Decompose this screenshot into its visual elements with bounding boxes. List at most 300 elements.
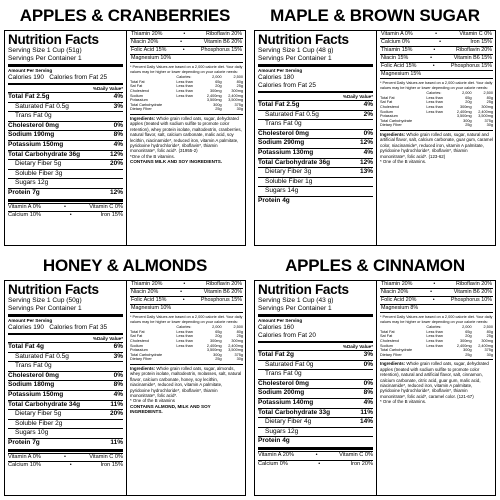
product-title: MAPLE & BROWN SUGAR [270,6,480,25]
daily-values-cell: 3,500mg [206,348,222,353]
vitamin-right-label: Phosphorus [200,47,230,53]
bullet-separator: • [64,453,67,460]
bullet-separator: • [64,203,67,210]
vitamin-left-label: Folic Acid [131,47,155,53]
bullet-separator: • [182,47,185,53]
vitamin-right-label: Riboflavin [206,31,230,37]
vitamin-right-value: 20% [481,281,492,287]
nutrient-row [8,342,123,352]
thick-divider [8,449,123,452]
ingredients [130,364,243,398]
serving-size: Serving Size 1 Cup (51g) [8,47,82,54]
vitamin-left-value: 15% [401,47,413,53]
vitamin-left [381,39,410,46]
nutrient-row [8,102,123,112]
nutrient-row [8,140,123,150]
nutrient-daily-value: 4% [363,398,373,406]
vitamin-left [8,212,41,220]
daily-values-cell: 300mg [459,338,472,343]
daily-values-cell: Dietary Fiber [380,352,402,357]
bullet-separator: • [439,39,442,45]
thick-divider [8,64,123,67]
nutrient-daily-value: 0% [113,371,123,379]
daily-values-cell [426,123,450,128]
nutrient-row [8,150,123,160]
vitamin-right-value: 20% [481,289,492,295]
vitamin-left-label: Folic Acid [381,63,405,69]
vitamin-left-value: 20% [405,297,417,303]
nutrient-daily-value: 11% [110,400,123,408]
nutrient-label: Sodium 190mg [8,131,55,139]
vitamin-left-label: Vitamin A [8,203,32,210]
daily-value-header: %Daily Value* [342,94,373,99]
vitamin-right [454,289,492,296]
vitamin-table-row [380,47,493,55]
bullet-separator: • [433,47,436,53]
bullet-separator: • [183,281,186,287]
vitamin-left-value: 0% [279,460,288,467]
daily-values-cell: Sodium [130,93,143,98]
vitamin-right [456,281,492,288]
vitamin-right-label: Vitamin B6 [453,55,480,61]
footnote: * Percent Daily Values are based on a 2,000 calorie diet. Your daily values may be higher or lower depending on your calorie needs: [130,65,243,74]
daily-values-cell: 30g [486,123,493,128]
vitamin-right [101,212,123,220]
allergen-statement: CONTAINS MILK AND SOY INGREDIENTS. [130,159,223,165]
daily-values-cell: Sat Fat [130,84,143,89]
daily-values-cell: 80g [236,79,243,84]
nutrient-label: Cholesterol 0mg [8,121,59,129]
nutrient-label: Sugars 12g [265,427,299,435]
nutrition-side-column [127,31,245,245]
vitamin-right-label: Phosphorus [450,297,480,303]
vitamin-right [204,39,242,46]
daily-values-cell: Less than [176,84,193,89]
nutrient-label: Soluble Fiber 2g [15,419,63,427]
nutrient-daily-value: 8% [113,381,123,389]
vitamin-left-label: Niacin [381,289,396,295]
bullet-separator: • [183,31,186,37]
daily-values-cell: 2,000 [212,325,222,330]
bullet-separator: • [430,55,432,61]
vitamin-table-row [380,297,493,305]
vitamin-right-value: 20% [231,289,242,295]
vitamin-left [381,55,408,62]
vitamin-left-label: Calcium [258,460,279,467]
vitamin-right [351,461,373,469]
daily-values-cell: Less than [176,343,193,348]
nutrient-label: Total Carbohydrate 34g [8,400,81,408]
daily-values-cell: Calories: [426,91,442,96]
vitamin-right-value: 15% [481,55,492,61]
nutrient-daily-value: 14% [359,418,373,426]
vitamin-table-row [130,39,243,47]
nutrient-daily-value: 11% [110,438,123,446]
daily-values-cell: Cholesterol [380,338,400,343]
vitamin-left-label: Folic Acid [131,297,155,303]
nutrient-daily-value: 4% [113,140,123,148]
daily-values-cell: 375g [484,348,493,353]
nutrient-row [258,177,373,187]
vitamin-left [381,305,418,312]
daily-values-cell: 375g [234,102,243,107]
daily-values-row [380,123,493,128]
servings-per-container: Servings Per Container 1 [8,305,82,312]
vitamin-left-value: 10% [29,212,41,219]
b-vitamins-note: * One of the B vitamins. [380,158,427,164]
nutrient-row [8,188,123,198]
nutrient-daily-value: 0% [113,121,123,129]
vitamin-right [206,281,242,288]
nutrient-row [8,428,123,438]
nutrient-daily-value: 0% [363,360,373,368]
daily-values-table [380,325,493,357]
vitamin-right [201,297,242,304]
vitamin-left [258,461,288,469]
nutrient-label: Saturated Fat 0.5g [265,110,319,118]
daily-values-cell: Less than [426,338,443,343]
vitamin-left-value: 15% [405,63,417,69]
daily-values-cell: 3,500mg [206,98,222,103]
vitamin-left [381,297,416,304]
vitamin-right-label: Iron [350,460,361,467]
thick-divider [258,64,373,67]
footnote: * Percent Daily Values are based on a 2,000 calorie diet. Your daily values may be higher or lower depending on your calorie needs: [380,81,493,90]
daily-values-cell: Potassium [130,348,148,353]
vitamin-left [381,63,416,70]
nutrient-daily-value: 20% [109,410,123,418]
vitamin-left-value: 10% [160,55,172,61]
daily-values-cell: Less than [176,338,193,343]
daily-values-cell: Less than [176,334,193,339]
daily-value-header: %Daily Value* [92,86,123,91]
ingredients-text: Whole grain rolled oats, sugar, almonds, whey protein isolate, maltodextrin, molasses, salt, natural flavor, calcium carbonate, honey, soy lecithin, niacinamide*, reduced iron, vitamin A palmitate, pyridoxine hydrochloride*, riboflavin*, thiamin mononitrate*, folic acid*. [130,365,242,398]
vitamin-left-label: Niacin [381,55,396,61]
vitamin-right [470,39,492,46]
vitamin-right-label: Vitamin C [89,453,114,460]
daily-values-cell: 375g [484,118,493,123]
daily-values-cell: 25g [215,357,222,362]
vitamin-right [339,452,373,460]
nutrition-main-column [5,281,127,495]
daily-values-cell: 300g [213,102,222,107]
nutrient-daily-value: 6% [113,343,123,350]
nutrition-main-column [5,31,127,245]
nutrient-daily-value: 3% [113,352,123,360]
daily-values-cell: Sodium [130,343,143,348]
nutrition-side-column [127,281,245,495]
ingredients-label: Ingredients: [380,131,406,137]
daily-values-cell: 25g [486,100,493,105]
nutrient-daily-value: 12% [359,158,373,166]
daily-values-row [380,353,493,358]
daily-values-cell: 2,400mg [206,343,222,348]
thick-divider [258,447,373,450]
daily-values-cell: 25g [465,123,472,128]
vitamin-table-row [130,289,243,297]
nutrient-label: Saturated Fat 0g [265,360,314,368]
vitamin-table [130,281,243,313]
vitamin-right-value: 20% [231,31,242,37]
vitamin-right [89,204,123,212]
daily-values-cell: 2,400mg [206,93,222,98]
nutrient-label: Dietary Fiber 5g [15,160,62,168]
daily-values-cell: Total Carbohydrate [130,352,163,357]
nutrient-label: Trans Fat 0g [265,120,302,128]
vitamin-right-value: 0% [484,31,492,37]
footnote: * Percent Daily Values are based on a 2,000 calorie diet. Your daily values may be higher or lower depending on your calorie needs: [380,315,493,324]
daily-values-cell: Total Fat [380,95,395,100]
vitamin-table-row [130,31,243,39]
daily-values-cell: 300mg [209,88,222,93]
daily-values-cell: Total Carbohydrate [380,118,413,123]
daily-values-cell: 3,500mg [478,114,493,119]
vitamin-table-row [130,305,243,313]
vitamin-left-value: 20% [282,451,294,458]
ingredients [130,114,243,154]
daily-values-cell: 3,500mg [456,114,472,119]
ingredients-text: Whole grain rolled oats, sugar, natural and artificial flavor, salt, calcium carbonate, guar gum, caramel color, niacinamide*, reduced iron, vitamin A palmitate, pyridoxine hydrochloride*, riboflavin*, thiamin mononitrate*, folic acid*. (123-62) [380,131,493,159]
ingredients-text: Whole grain rolled oats, sugar, dehydrated apples (treated with sodium sulfite to promote color retention), natural and artificial flavor, salt, cinnamon, calcium carbonate, citric acid, guar gum, malic acid, niacinamide*, reduced iron, vitamin A palmitate, pyridoxine hydrochloride*, riboflavin*, thiamin mononitrate*, folic acid*, caramel color. (121-67) [380,361,489,399]
vitamin-right [459,31,492,38]
nutrient-daily-value: 3% [113,102,123,110]
daily-values-cell: Less than [426,104,443,109]
nutrient-row [258,148,373,158]
vitamin-left-value: 0% [32,203,41,210]
servings-per-container: Servings Per Container 1 [258,55,332,62]
daily-values-cell: 80g [236,329,243,334]
vitamin-left-value: 0% [401,39,410,45]
amount-per-serving: Amount Per Serving [8,68,53,73]
daily-values-cell: Less than [426,100,443,105]
nutrient-row [8,352,123,362]
nutrient-row [8,130,123,140]
bullet-separator: • [69,212,72,219]
vitamin-right-value: 15% [231,47,242,53]
vitamin-right-value: 15% [481,63,492,69]
calories-line: Calories 190 Calories from Fat 25 [8,74,108,81]
bullet-separator: • [315,451,318,458]
daily-values-table [130,75,243,112]
nutrient-daily-value: 11% [360,408,373,416]
daily-values-cell: Less than [426,329,443,334]
daily-values-cell: Cholesterol [380,104,400,109]
nutrient-label: Total Carbohydrate 33g [258,408,331,416]
daily-values-cell: 300g [463,118,472,123]
nutrient-row [8,409,123,419]
nutrient-label: Dietary Fiber 4g [265,418,312,426]
daily-values-cell: 2,500 [233,325,243,330]
daily-values-cell: Sat Fat [380,100,393,105]
daily-values-cell: Sat Fat [130,334,143,339]
vitamin-left-value: 10% [29,462,41,469]
nutrient-label: Total Carbohydrate 36g [8,150,81,158]
vitamin-left-value: 20% [151,31,163,37]
nutrient-label: Soluble Fiber 3g [15,169,63,177]
vitamin-left-value: 15% [155,297,167,303]
vitamin-right [456,47,492,54]
vitamin-table-row [380,63,493,71]
medium-divider [258,341,373,343]
bullet-separator: • [182,297,185,303]
daily-values-cell: 2,000 [462,325,472,330]
nutrition-side-column [377,31,495,245]
daily-values-cell: Cholesterol [130,338,150,343]
vitamin-row [8,453,123,462]
daily-values-cell: 2,500 [483,325,493,330]
daily-values-cell: 3,500mg [228,348,243,353]
vitamin-right [451,297,492,304]
daily-values-cell: Potassium [130,98,148,103]
nutrient-daily-value: 3% [363,351,373,358]
nutrient-row [8,111,123,121]
daily-values-row [130,357,243,362]
daily-values-cell: 20g [465,334,472,339]
vitamin-right-label: Iron [100,462,111,469]
nutrition-label [4,30,246,246]
daily-values-cell: 300mg [231,88,243,93]
daily-values-cell: 2,000 [212,75,222,80]
nutrient-row [258,360,373,370]
nutrient-label: Total Carbohydrate 36g [258,158,331,166]
nutrient-label: Total Fat 2.5g [8,93,50,100]
nutrition-facts-heading: Nutrition Facts [258,32,349,47]
nutrition-main-column [255,31,377,245]
daily-values-cell: Dietary Fiber [380,123,402,128]
vitamin-right-label: Vitamin C [89,203,114,210]
daily-values-cell: 20g [215,84,222,89]
daily-values-cell: 300g [463,348,472,353]
nutrition-main-column [255,281,377,495]
daily-values-cell: Less than [426,334,443,339]
servings-per-container: Servings Per Container 1 [258,305,332,312]
vitamin-right [454,55,492,62]
nutrient-label: Cholesterol 0mg [258,379,309,387]
nutrient-label: Sugars 12g [15,179,49,187]
vitamin-right-label: Vitamin C [339,451,364,458]
daily-values-cell: Cholesterol [130,88,150,93]
daily-values-cell [176,107,200,112]
ingredients [380,130,493,159]
daily-values-cell: 300mg [231,338,243,343]
daily-values-cell: 25g [236,84,243,89]
nutrient-label: Potassium 150mg [8,140,64,148]
amount-per-serving: Amount Per Serving [8,318,53,323]
servings-per-container: Servings Per Container 1 [8,55,82,62]
vitamin-right-value: 0% [114,203,123,210]
vitamin-left-value: 15% [410,71,422,77]
bullet-separator: • [435,31,437,37]
daily-values-cell: Less than [426,343,443,348]
nutrient-daily-value: 12% [109,150,123,158]
daily-values-cell: Total Carbohydrate [130,102,163,107]
nutrient-row [8,169,123,179]
vitamin-right [201,47,242,54]
nutrient-daily-value: 12% [359,139,373,147]
nutrient-row [8,380,123,390]
nutrition-facts-heading: Nutrition Facts [8,32,99,47]
vitamin-table-row [380,31,493,39]
daily-values-cell: 300mg [459,104,472,109]
daily-values-cell: 25g [486,334,493,339]
daily-values-cell: Sodium [380,109,393,114]
vitamin-left-label: Thiamin [381,47,401,53]
daily-values-cell: Total Fat [130,329,145,334]
vitamin-table-row [380,305,493,313]
vitamin-left-label: Magnesium [131,305,159,311]
nutrient-daily-value: 4% [363,148,373,156]
daily-values-cell: 25g [236,334,243,339]
ingredients-text: Whole grain rolled oats, sugar, dehydrated apples (treated with sodium sulfite to promote color retention), whey protein isolate, maltodextrin, cranberries, natural flavor, salt, calcium carbonate, malic acid, soy lecithin, niacinamide*, reduced iron, vitamin A palmitate, pyridoxine hydrochloride*, riboflavin*, thiamin mononitrate*, folic acid*. (31955-2) [130,115,242,154]
vitamin-left [258,452,294,460]
nutrition-side-column [377,281,495,495]
daily-values-cell: 2,400mg [478,343,493,348]
nutrient-row [258,427,373,437]
b-vitamins-note: * One of the B vitamins [130,398,175,404]
daily-values-cell: 2,400mg [456,343,472,348]
medium-divider [258,91,373,93]
daily-values-cell: 300g [213,352,222,357]
daily-values-cell: 25g [465,352,472,357]
daily-values-cell: Sodium [380,343,393,348]
vitamin-left-value: 0% [32,453,41,460]
daily-values-cell: 300mg [481,104,493,109]
ingredients-label: Ingredients: [130,365,156,371]
nutrient-row [258,369,373,379]
vitamin-row [8,461,123,470]
nutrient-daily-value: 4% [113,390,123,398]
vitamin-row [258,451,373,460]
calories-line: Calories 180 Calories from Fat 25 [258,74,316,89]
vitamin-right-value: 0% [364,451,373,458]
vitamin-left-value: 20% [147,39,159,45]
vitamin-left [8,462,41,470]
vitamin-table-row [130,55,243,63]
nutrient-row [258,167,373,177]
vitamin-left [131,289,158,296]
vitamin-right-value: 20% [231,39,242,45]
vitamin-left-label: Folic Acid [381,297,405,303]
daily-values-cell: 30g [236,357,243,362]
thick-divider [8,314,123,317]
vitamin-right-value: 10% [481,297,492,303]
daily-values-cell: Total Fat [380,329,395,334]
ingredients-label: Ingredients: [130,115,156,121]
daily-values-cell: 375g [234,352,243,357]
daily-values-cell: 30g [236,107,243,112]
nutrient-label: Saturated Fat 0.5g [15,352,69,360]
nutrient-row [258,158,373,168]
vitamin-table-row [380,289,493,297]
calories-line: Calories 160 Calories from Fat 20 [258,324,316,339]
vitamin-left [131,31,162,38]
calories-line: Calories 190 Calories from Fat 35 [8,324,108,331]
vitamin-left [381,31,413,38]
vitamin-left-value: 20% [151,281,163,287]
vitamin-right-value: 15% [111,462,123,469]
daily-values-cell: 300mg [209,338,222,343]
nutrient-row [258,138,373,148]
ingredients-label: Ingredients: [380,361,406,367]
daily-values-cell: 20g [465,100,472,105]
nutrition-label [254,30,496,246]
daily-values-cell: 3,500mg [228,98,243,103]
vitamin-left-label: Calcium [8,462,29,469]
bullet-separator: • [430,289,432,295]
nutrient-daily-value: 20% [109,160,123,168]
product-title: APPLES & CINNAMON [285,256,465,275]
daily-values-cell: 2,000 [462,91,472,96]
